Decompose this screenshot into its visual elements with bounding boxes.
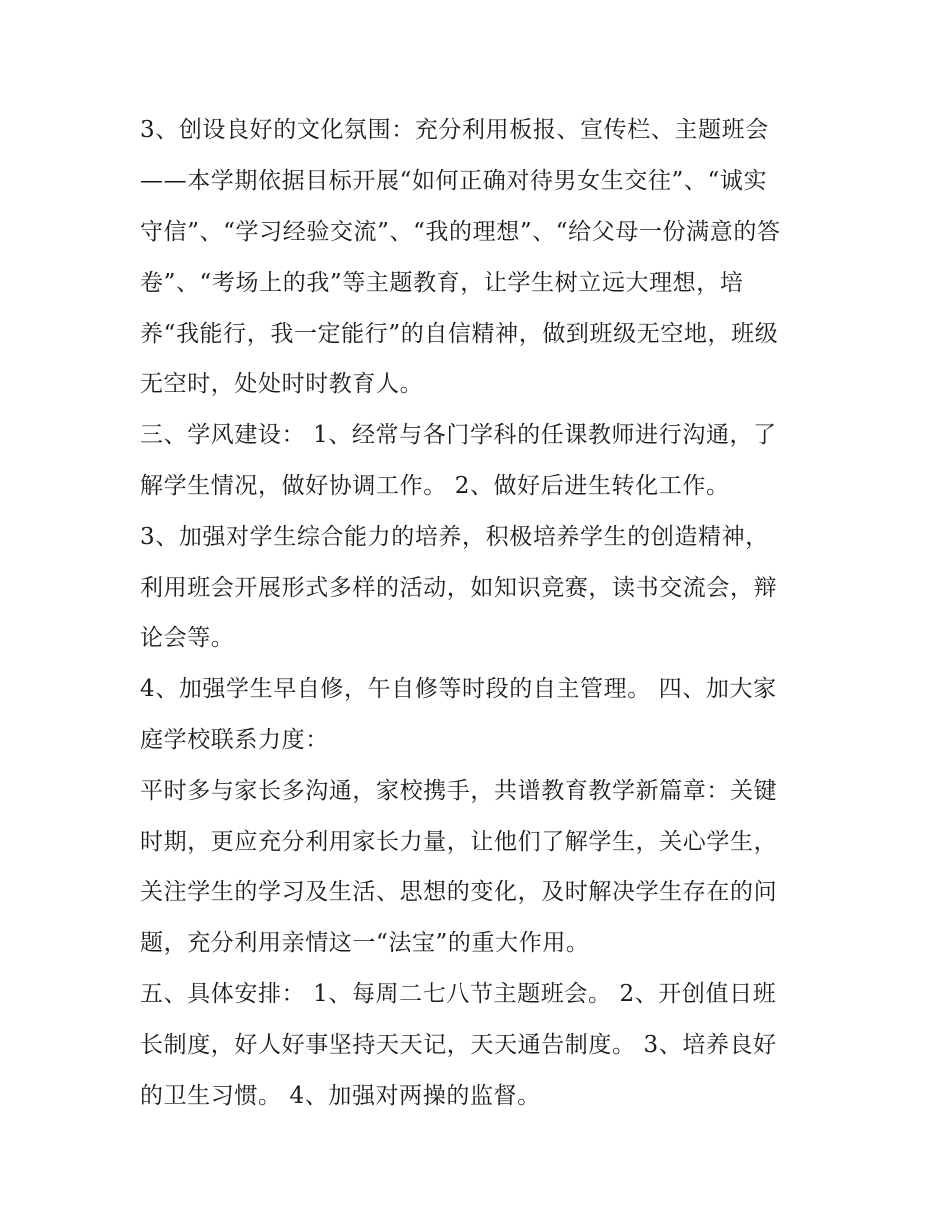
text-line: 守信”、“学习经验交流”、“我的理想”、“给父母一份满意的答 xyxy=(140,219,781,245)
text-line: 的卫生习惯。 4、加强对两操的监督。 xyxy=(140,1083,541,1109)
text-line: 长制度，好人好事坚持天天记，天天通告制度。 3、培养良好 xyxy=(140,1032,777,1058)
text-line: 时期，更应充分利用家长力量，让他们了解学生，关心学生， xyxy=(140,829,778,855)
text-line: 庭学校联系力度： xyxy=(140,727,329,753)
text-line: 平时多与家长多沟通，家校携手，共谱教育教学新篇章：关键 xyxy=(140,778,778,804)
section-heading-line: 三、学风建设： 1、经常与各门学科的任课教师进行沟通，了 xyxy=(140,422,777,448)
text-line: 3、加强对学生综合能力的培养，积极培养学生的创造精神， xyxy=(140,524,769,550)
text-line: 无空时，处处时时教育人。 xyxy=(140,371,424,397)
text-line: 卷”、“考场上的我”等主题教育，让学生树立远大理想，培 xyxy=(140,270,744,296)
text-line: 利用班会开展形式多样的活动，如知识竞赛，读书交流会，辩 xyxy=(140,575,778,601)
section-heading-line: 五、具体安排： 1、每周二七八节主题班会。 2、开创值日班 xyxy=(140,981,777,1007)
text-line: ——本学期依据目标开展“如何正确对待男女生交往”、“诚实 xyxy=(140,168,768,194)
text-line: 解学生情况，做好协调工作。 2、做好后进生转化工作。 xyxy=(140,473,730,499)
text-line: 论会等。 xyxy=(140,625,235,651)
text-line: 题，充分利用亲情这一“法宝”的重大作用。 xyxy=(140,930,590,956)
text-line: 养“我能行，我一定能行”的自信精神，做到班级无空地，班级 xyxy=(140,321,779,347)
text-line: 关注学生的学习及生活、思想的变化，及时解决学生存在的问 xyxy=(140,879,778,905)
text-line: 3、创设良好的文化氛围：充分利用板报、宣传栏、主题班会 xyxy=(140,117,769,143)
text-line: 4、加强学生早自修，午自修等时段的自主管理。 四、加大家 xyxy=(140,676,777,702)
